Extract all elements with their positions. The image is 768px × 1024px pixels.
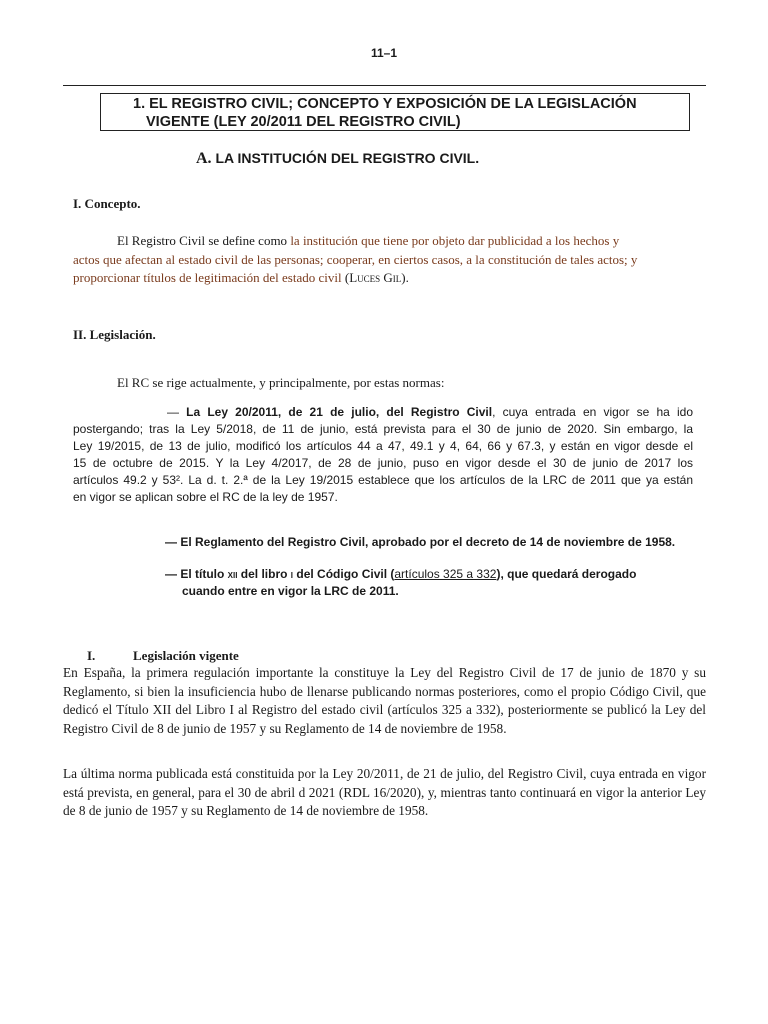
item3-articles-link[interactable]: artículos 325 a 332 (394, 567, 497, 581)
chapter-title-line1: 1. EL REGISTRO CIVIL; CONCEPTO Y EXPOSICIÓN DE LA LEGISLACIÓN (133, 96, 637, 112)
subtitle-letter: A. (196, 150, 212, 167)
norma-item-ley-2011 (73, 404, 693, 506)
chapter-title-line2: VIGENTE (LEY 20/2011 DEL REGISTRO CIVIL) (146, 114, 461, 130)
subtitle-text: LA INSTITUCIÓN DEL REGISTRO CIVIL. (211, 150, 480, 166)
legislacion-heading: II. Legislación. (73, 327, 156, 342)
item3-mid: del libro (237, 567, 291, 581)
item1-rest: , cuya entrada en vigor se ha ido (492, 405, 693, 419)
item3-end: ), que quedará derogado (496, 567, 637, 581)
item1-line2: postergando; tras la Ley 5/2018, de 11 de junio, está prevista para el 30 de junio de 2020. Sin embargo, la (73, 422, 693, 436)
concepto-definition-2: actos que afectan al estado civil de las personas; cooperar, en ciertos casos, a la constitución de tales actos; y (73, 251, 638, 267)
chapter-title-box (100, 93, 690, 131)
concepto-heading: I. Concepto. (73, 196, 141, 211)
item3-pre: — El título (165, 567, 228, 581)
concepto-paragraph (73, 232, 694, 288)
page-number: 11–1 (370, 46, 398, 60)
concepto-intro: El Registro Civil se define como (117, 233, 291, 248)
item1-title: La Ley 20/2011, de 21 de julio, del Registro Civil (186, 405, 493, 419)
item3-i: i (290, 567, 294, 581)
vigente-paragraph-2: La última norma publicada está constituida por la Ley 20/2011, de 21 de julio, del Registro Civil, cuya entrada en vigor está prevista, en general, para el 30 de abril d 2021 (RDL 16/2020), y, mientras tanto continuará en vigor la anterior Ley de 8 de junio de 1957 y su Reglamento de 14 de noviembre de 1958. (63, 766, 706, 818)
item3-xii: xii (227, 567, 238, 581)
norma-item-codigo-civil (165, 566, 695, 600)
concepto-author-open: ( (341, 270, 350, 285)
item1-line4: 15 de octubre de 2015. Y la Ley 4/2017, de 28 de junio, puso en vigor desde el 30 de junio de 2017 los (73, 456, 693, 470)
item1-line3: Ley 19/2015, de 13 de julio, modificó los artículos 44 a 47, 49.1 y 4, 64, 66 y 67.3, y están en vigor desde el (73, 439, 693, 453)
concepto-definition-1: la institución que tiene por objeto dar publicidad a los hechos y (290, 233, 620, 248)
item1-dash: — (167, 405, 187, 419)
vigente-number: I. (87, 648, 96, 663)
legislacion-intro: El RC se rige actualmente, y principalmente, por estas normas: (117, 375, 445, 390)
section-subtitle (196, 150, 479, 168)
header-rule (63, 85, 706, 86)
concepto-author-close: ). (401, 270, 409, 285)
item3-line2: cuando entre en vigor la LRC de 2011. (182, 584, 399, 598)
vigente-heading: Legislación vigente (133, 648, 239, 663)
concepto-author: Luces Gil (349, 270, 402, 285)
item1-line5: artículos 49.2 y 53². La d. t. 2.ª de la Ley 19/2015 establece que los artículos de la LRC de 2011 que ya están (73, 473, 693, 487)
item1-line6: en vigor se aplican sobre el RC de la ley de 1957. (73, 490, 338, 504)
item3-post: del Código Civil ( (293, 567, 395, 581)
vigente-paragraph-1: En España, la primera regulación importante la constituye la Ley del Registro Civil de 17 de junio de 1870 y su Reglamento, si bien la insuficiencia hubo de llenarse publicando normas posteriores, como el propio Código Civil, que dedicó el Título XII del Libro I al Registro del estado civil (artículos 325 a 332), posteriormente se publicó la Ley del Registro Civil de 8 de junio de 1957 y su Reglamento de 14 de noviembre de 1958. (63, 665, 706, 736)
norma-item-reglamento: — El Reglamento del Registro Civil, aprobado por el decreto de 14 de noviembre de 1958. (165, 535, 676, 549)
concepto-definition-3: proporcionar títulos de legitimación del estado civil (73, 270, 342, 285)
